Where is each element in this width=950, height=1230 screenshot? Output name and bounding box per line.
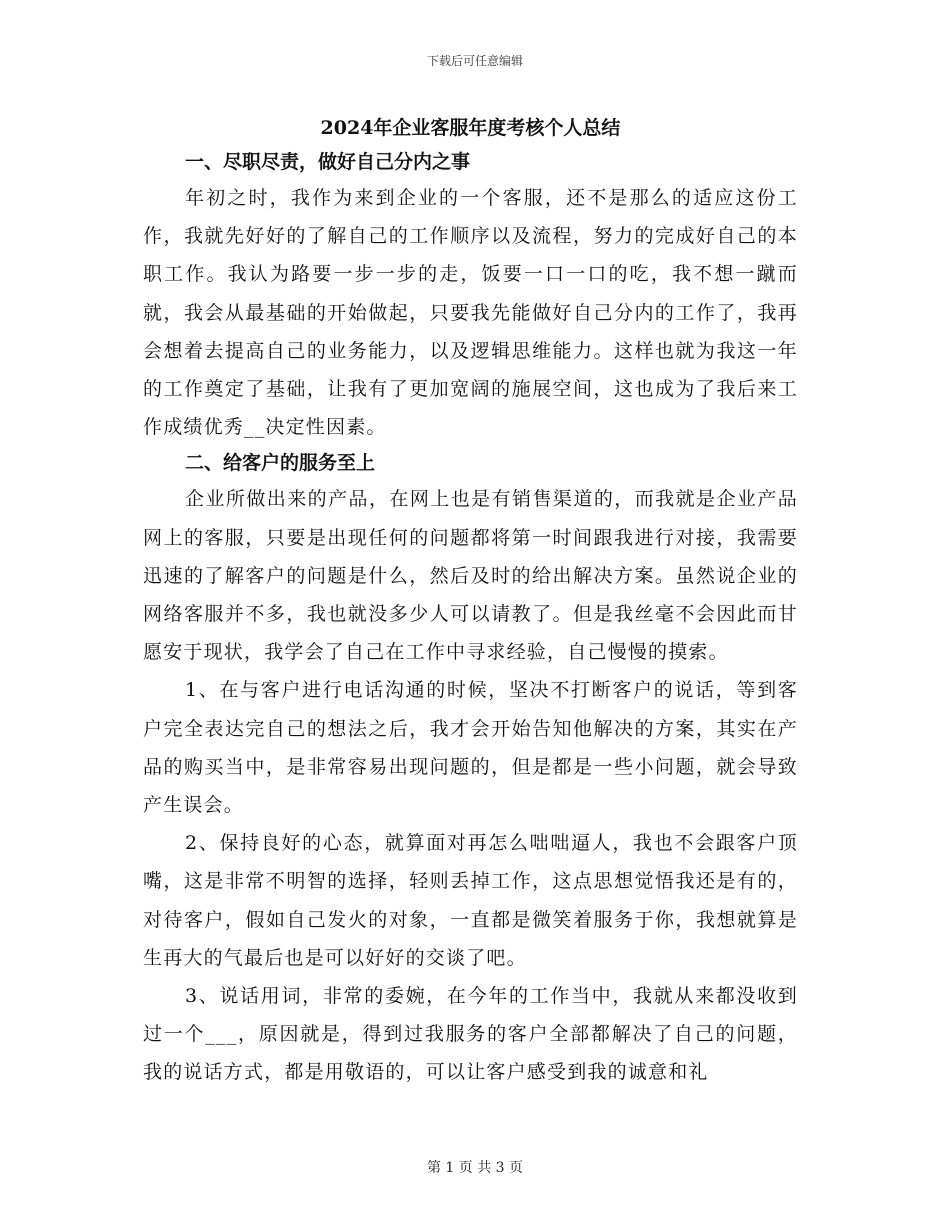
section-heading-2: 二、给客户的服务至上: [185, 452, 376, 475]
document-title: 2024年企业客服年度考核个人总结: [320, 117, 621, 139]
section-2-paragraph-1: 企业所做出来的产品，在网上也是有销售渠道的，而我就是企业产品网上的客服，只要是出现任何的问题都将第一时间跟我进行对接，我需要迅速的了解客户的问题是什么，然后及时的给出解决方案。虽然说企业的网络客服并不多，我也就没多少人可以请教了。但是我丝毫不会因此而甘愿安于现状，我学会了自己在工作中寻求经验，自己慢慢的摸索。: [143, 488, 798, 664]
document-body: [143, 111, 798, 1092]
section-2-paragraph-3: 2、保持良好的心态，就算面对再怎么咄咄逼人，我也不会跟客户顶嘴，这是非常不明智的选择，轻则丢掉工作，这点思想觉悟我还是有的，对待客户，假如自己发火的对象，一直都是微笑着服务于你，我想就算是生再大的气最后也是可以好好的交谈了吧。: [143, 832, 798, 969]
page-header-note: 下载后可任意编辑: [426, 54, 523, 68]
section-1-paragraph-1: 年初之时，我作为来到企业的一个客服，还不是那么的适应这份工作，我就先好好的了解自己的工作顺序以及流程，努力的完成好自己的本职工作。我认为路要一步一步的走，饭要一口一口的吃，我不想一蹴而就，我会从最基础的开始做起，只要我先能做好自己分内的工作了，我再会想着去提高自己的业务能力，以及逻辑思维能力。这样也就为我这一年的工作奠定了基础，让我有了更加宽阔的施展空间，这也成为了我后来工作成绩优秀__决定性因素。: [143, 187, 798, 439]
section-2-paragraph-2: 1、在与客户进行电话沟通的时候，坚决不打断客户的说话，等到客户完全表达完自己的想法之后，我才会开始告知他解决的方案，其实在产品的购买当中，是非常容易出现问题的，但是都是一些小问题，就会导致产生误会。: [143, 679, 798, 817]
section-heading-1: 一、尽职尽责，做好自己分内之事: [185, 151, 471, 173]
section-2-paragraph-4: 3、说话用词，非常的委婉，在今年的工作当中，我就从来都没收到过一个___，原因就是，得到过我服务的客户全部都解决了自己的问题，我的说话方式，都是用敬语的，可以让客户感受到我的诚意和礼: [143, 985, 798, 1084]
page-number: 第 1 页 共 3 页: [426, 1160, 524, 1176]
